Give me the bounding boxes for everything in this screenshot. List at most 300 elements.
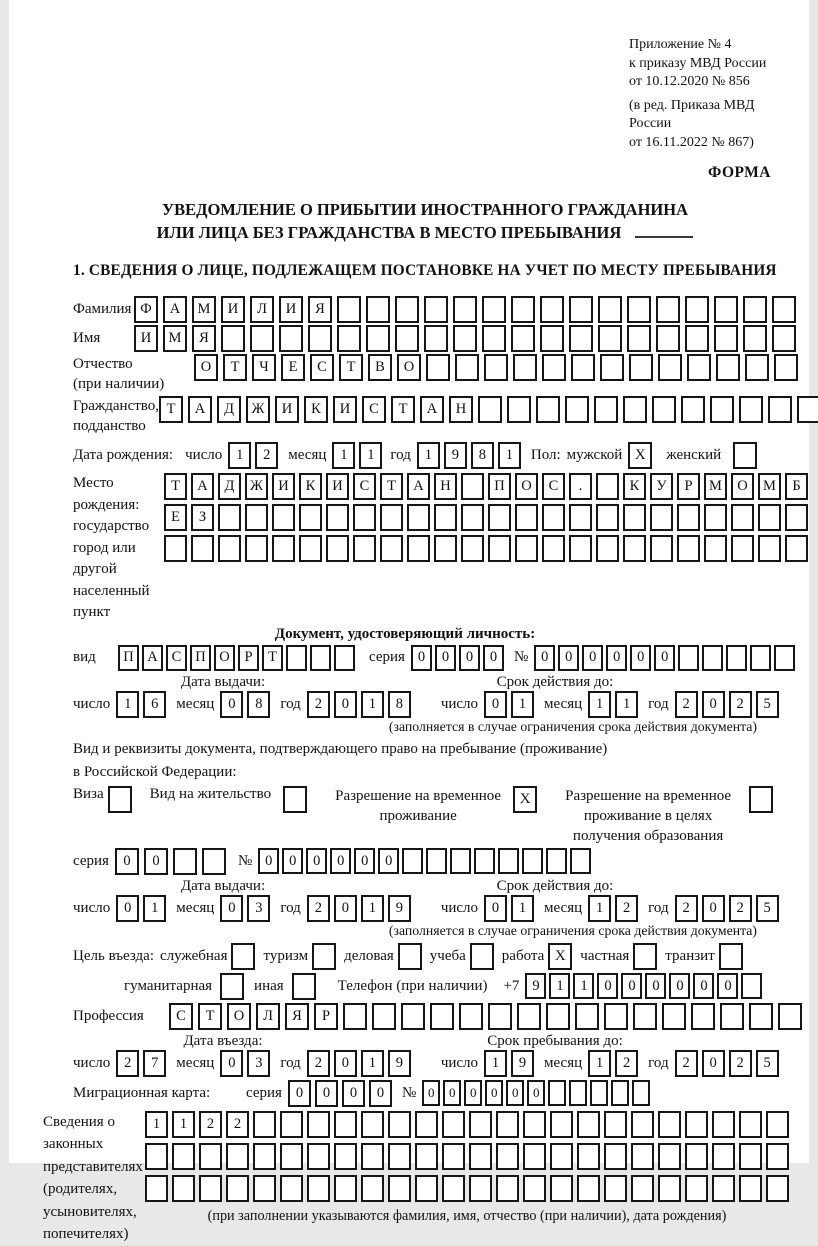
char-box[interactable]: 0 [220,1050,243,1077]
char-box[interactable] [720,1003,744,1030]
char-box[interactable] [542,354,566,381]
char-box[interactable] [402,848,423,874]
char-box[interactable] [797,396,818,423]
char-box[interactable]: Н [434,473,457,500]
char-box[interactable] [758,504,781,531]
char-box[interactable] [677,535,700,562]
char-box[interactable] [515,504,538,531]
char-box[interactable]: 0 [558,645,579,671]
char-box[interactable]: 0 [220,895,243,922]
char-box[interactable]: 1 [172,1111,195,1138]
char-box[interactable] [575,1003,599,1030]
char-box[interactable] [550,1111,573,1138]
char-box[interactable] [226,1175,249,1202]
char-box[interactable] [594,396,618,423]
char-box[interactable]: 0 [630,645,651,671]
purpose-tourism-checkbox[interactable] [312,943,336,970]
char-box[interactable]: К [299,473,322,500]
char-box[interactable] [307,1111,330,1138]
char-box[interactable] [704,504,727,531]
char-box[interactable] [337,325,361,352]
char-box[interactable]: 0 [485,1080,503,1106]
char-box[interactable]: А [420,396,444,423]
char-box[interactable] [604,1003,628,1030]
char-box[interactable]: 0 [422,1080,440,1106]
char-box[interactable] [745,354,769,381]
char-box[interactable] [650,535,673,562]
char-box[interactable]: 0 [464,1080,482,1106]
char-box[interactable]: П [190,645,211,671]
char-box[interactable] [426,848,447,874]
char-box[interactable]: Л [256,1003,280,1030]
char-box[interactable]: К [304,396,328,423]
char-box[interactable] [145,1143,168,1170]
char-box[interactable] [548,1080,566,1106]
char-box[interactable]: 1 [498,442,521,469]
char-box[interactable]: Т [164,473,187,500]
char-box[interactable] [488,535,511,562]
char-box[interactable] [726,645,747,671]
edu-permit-checkbox[interactable] [749,786,773,813]
char-box[interactable]: 0 [702,1050,725,1077]
char-box[interactable]: . [569,473,592,500]
char-box[interactable] [712,1175,735,1202]
char-box[interactable] [569,535,592,562]
char-box[interactable] [424,296,448,323]
char-box[interactable]: 0 [654,645,675,671]
char-box[interactable]: 1 [332,442,355,469]
char-box[interactable]: И [134,325,158,352]
char-box[interactable] [739,1111,762,1138]
char-box[interactable] [685,1175,708,1202]
char-box[interactable] [442,1143,465,1170]
char-box[interactable] [507,396,531,423]
char-box[interactable] [631,1175,654,1202]
char-box[interactable] [488,1003,512,1030]
char-box[interactable]: 2 [226,1111,249,1138]
char-box[interactable] [498,848,519,874]
char-box[interactable]: 0 [717,973,738,999]
char-box[interactable] [678,645,699,671]
char-box[interactable] [461,504,484,531]
char-box[interactable]: Р [677,473,700,500]
char-box[interactable]: А [142,645,163,671]
char-box[interactable] [691,1003,715,1030]
char-box[interactable]: Ф [134,296,158,323]
char-box[interactable] [550,1175,573,1202]
char-box[interactable]: 3 [247,895,270,922]
char-box[interactable]: 0 [334,895,357,922]
char-box[interactable] [536,396,560,423]
char-box[interactable] [280,1111,303,1138]
char-box[interactable] [511,325,535,352]
char-box[interactable]: 2 [675,895,698,922]
char-box[interactable] [523,1111,546,1138]
char-box[interactable] [540,325,564,352]
char-box[interactable] [604,1143,627,1170]
char-box[interactable]: Т [380,473,403,500]
char-box[interactable] [550,1143,573,1170]
char-box[interactable] [633,1003,657,1030]
char-box[interactable]: П [488,473,511,500]
char-box[interactable]: И [272,473,295,500]
char-box[interactable] [199,1175,222,1202]
char-box[interactable]: И [279,296,303,323]
char-box[interactable] [461,473,484,500]
char-box[interactable]: Я [308,296,332,323]
char-box[interactable] [337,296,361,323]
char-box[interactable]: 1 [116,691,139,718]
char-box[interactable]: 0 [606,645,627,671]
char-box[interactable] [766,1175,789,1202]
char-box[interactable]: П [118,645,139,671]
purpose-official-checkbox[interactable] [231,943,255,970]
char-box[interactable] [739,1143,762,1170]
char-box[interactable]: 0 [534,645,555,671]
char-box[interactable] [569,504,592,531]
residence-permit-checkbox[interactable] [283,786,307,813]
char-box[interactable]: О [731,473,754,500]
char-box[interactable] [366,325,390,352]
char-box[interactable]: О [227,1003,251,1030]
char-box[interactable] [768,396,792,423]
char-box[interactable]: 2 [116,1050,139,1077]
char-box[interactable] [173,848,197,875]
char-box[interactable] [199,1143,222,1170]
char-box[interactable]: 0 [597,973,618,999]
char-box[interactable]: 0 [354,848,375,874]
char-box[interactable]: 1 [511,895,534,922]
char-box[interactable] [523,1175,546,1202]
char-box[interactable] [415,1111,438,1138]
char-box[interactable]: 1 [417,442,440,469]
char-box[interactable] [739,1175,762,1202]
char-box[interactable] [442,1175,465,1202]
char-box[interactable]: 9 [444,442,467,469]
char-box[interactable] [515,535,538,562]
char-box[interactable]: 1 [615,691,638,718]
char-box[interactable]: Н [449,396,473,423]
char-box[interactable]: С [166,645,187,671]
char-box[interactable] [658,1143,681,1170]
char-box[interactable] [743,325,767,352]
char-box[interactable]: М [163,325,187,352]
char-box[interactable] [546,848,567,874]
char-box[interactable] [430,1003,454,1030]
char-box[interactable]: 8 [247,691,270,718]
char-box[interactable]: 9 [388,895,411,922]
char-box[interactable]: 0 [443,1080,461,1106]
char-box[interactable]: 8 [471,442,494,469]
char-box[interactable]: М [192,296,216,323]
char-box[interactable] [353,504,376,531]
char-box[interactable]: 2 [307,895,330,922]
char-box[interactable]: С [362,396,386,423]
char-box[interactable] [629,354,653,381]
char-box[interactable] [474,848,495,874]
purpose-humanitarian-checkbox[interactable] [220,973,244,1000]
char-box[interactable] [164,535,187,562]
char-box[interactable]: 5 [756,895,779,922]
char-box[interactable] [326,535,349,562]
char-box[interactable]: М [704,473,727,500]
char-box[interactable]: Б [785,473,808,500]
char-box[interactable] [611,1080,629,1106]
char-box[interactable]: 1 [145,1111,168,1138]
char-box[interactable]: 0 [484,895,507,922]
char-box[interactable]: 9 [511,1050,534,1077]
char-box[interactable] [279,325,303,352]
char-box[interactable] [286,645,307,671]
char-box[interactable] [496,1175,519,1202]
char-box[interactable] [334,1111,357,1138]
char-box[interactable]: 0 [702,691,725,718]
char-box[interactable]: 0 [378,848,399,874]
char-box[interactable] [426,354,450,381]
char-box[interactable] [145,1175,168,1202]
char-box[interactable]: О [397,354,421,381]
char-box[interactable]: 0 [282,848,303,874]
char-box[interactable]: 0 [506,1080,524,1106]
char-box[interactable]: 2 [199,1111,222,1138]
char-box[interactable] [442,1111,465,1138]
char-box[interactable] [596,504,619,531]
visa-checkbox[interactable] [108,786,132,813]
char-box[interactable]: 1 [361,1050,384,1077]
char-box[interactable] [546,1003,570,1030]
char-box[interactable] [326,504,349,531]
char-box[interactable] [172,1175,195,1202]
char-box[interactable] [785,504,808,531]
char-box[interactable] [542,504,565,531]
char-box[interactable]: Е [281,354,305,381]
char-box[interactable] [388,1143,411,1170]
purpose-private-checkbox[interactable] [633,943,657,970]
char-box[interactable]: И [275,396,299,423]
char-box[interactable]: 2 [255,442,278,469]
char-box[interactable] [511,296,535,323]
char-box[interactable]: 1 [361,691,384,718]
char-box[interactable]: 2 [307,1050,330,1077]
char-box[interactable] [631,1143,654,1170]
char-box[interactable] [652,396,676,423]
char-box[interactable] [577,1143,600,1170]
char-box[interactable] [710,396,734,423]
char-box[interactable] [604,1175,627,1202]
char-box[interactable]: 2 [729,1050,752,1077]
char-box[interactable] [632,1080,650,1106]
char-box[interactable]: Л [250,296,274,323]
char-box[interactable]: 2 [729,895,752,922]
char-box[interactable] [380,535,403,562]
char-box[interactable] [766,1143,789,1170]
char-box[interactable]: 0 [115,848,139,875]
char-box[interactable] [361,1175,384,1202]
char-box[interactable] [623,535,646,562]
char-box[interactable] [496,1143,519,1170]
char-box[interactable]: 0 [288,1080,311,1107]
char-box[interactable] [308,325,332,352]
char-box[interactable] [750,645,771,671]
purpose-other-checkbox[interactable] [292,973,316,1000]
char-box[interactable]: 0 [369,1080,392,1107]
char-box[interactable]: 0 [527,1080,545,1106]
char-box[interactable] [523,1143,546,1170]
char-box[interactable]: 0 [645,973,666,999]
char-box[interactable] [658,1175,681,1202]
char-box[interactable] [461,535,484,562]
char-box[interactable]: 5 [756,1050,779,1077]
char-box[interactable] [245,504,268,531]
char-box[interactable] [361,1143,384,1170]
char-box[interactable] [687,354,711,381]
char-box[interactable]: Р [314,1003,338,1030]
char-box[interactable]: Т [223,354,247,381]
char-box[interactable] [749,1003,773,1030]
char-box[interactable] [380,504,403,531]
char-box[interactable] [774,645,795,671]
char-box[interactable] [202,848,226,875]
char-box[interactable] [731,504,754,531]
char-box[interactable]: Т [198,1003,222,1030]
char-box[interactable] [226,1143,249,1170]
char-box[interactable]: 0 [258,848,279,874]
char-box[interactable]: З [191,504,214,531]
char-box[interactable]: 0 [669,973,690,999]
char-box[interactable] [627,325,651,352]
char-box[interactable] [685,325,709,352]
char-box[interactable] [570,848,591,874]
char-box[interactable]: 3 [247,1050,270,1077]
char-box[interactable]: 0 [459,645,480,671]
char-box[interactable] [343,1003,367,1030]
char-box[interactable]: 0 [306,848,327,874]
char-box[interactable] [372,1003,396,1030]
char-box[interactable] [469,1143,492,1170]
char-box[interactable] [677,504,700,531]
char-box[interactable] [455,354,479,381]
char-box[interactable] [712,1111,735,1138]
char-box[interactable]: Т [262,645,283,671]
char-box[interactable] [658,1111,681,1138]
char-box[interactable]: 6 [143,691,166,718]
char-box[interactable]: 2 [307,691,330,718]
char-box[interactable] [253,1111,276,1138]
char-box[interactable] [658,354,682,381]
char-box[interactable] [453,296,477,323]
char-box[interactable] [743,296,767,323]
char-box[interactable]: 0 [484,691,507,718]
char-box[interactable] [366,296,390,323]
char-box[interactable] [250,325,274,352]
char-box[interactable] [604,1111,627,1138]
char-box[interactable]: 2 [675,1050,698,1077]
char-box[interactable]: Т [391,396,415,423]
char-box[interactable] [299,504,322,531]
char-box[interactable] [565,396,589,423]
char-box[interactable]: 5 [756,691,779,718]
char-box[interactable] [453,325,477,352]
char-box[interactable]: 0 [334,691,357,718]
char-box[interactable] [482,296,506,323]
char-box[interactable] [172,1143,195,1170]
char-box[interactable] [772,325,796,352]
char-box[interactable]: 1 [573,973,594,999]
char-box[interactable] [395,296,419,323]
char-box[interactable] [596,535,619,562]
char-box[interactable] [596,473,619,500]
char-box[interactable] [459,1003,483,1030]
char-box[interactable] [522,848,543,874]
char-box[interactable] [712,1143,735,1170]
char-box[interactable] [469,1175,492,1202]
char-box[interactable] [361,1111,384,1138]
char-box[interactable] [334,645,355,671]
char-box[interactable]: 1 [588,895,611,922]
char-box[interactable]: Е [164,504,187,531]
char-box[interactable]: 1 [359,442,382,469]
char-box[interactable] [656,296,680,323]
char-box[interactable]: С [542,473,565,500]
char-box[interactable]: 0 [435,645,456,671]
char-box[interactable] [540,296,564,323]
char-box[interactable]: 1 [588,691,611,718]
char-box[interactable] [253,1175,276,1202]
char-box[interactable] [218,535,241,562]
char-box[interactable]: Ж [245,473,268,500]
char-box[interactable]: 1 [511,691,534,718]
char-box[interactable]: 0 [582,645,603,671]
char-box[interactable] [415,1175,438,1202]
temp-permit-checkbox[interactable]: X [513,786,537,813]
char-box[interactable]: И [333,396,357,423]
char-box[interactable] [334,1143,357,1170]
char-box[interactable]: Ж [246,396,270,423]
char-box[interactable]: 2 [675,691,698,718]
char-box[interactable] [307,1143,330,1170]
char-box[interactable] [191,535,214,562]
char-box[interactable] [388,1175,411,1202]
char-box[interactable]: 1 [228,442,251,469]
char-box[interactable] [650,504,673,531]
char-box[interactable] [774,354,798,381]
char-box[interactable] [662,1003,686,1030]
char-box[interactable]: 7 [143,1050,166,1077]
char-box[interactable]: 0 [315,1080,338,1107]
char-box[interactable]: 0 [702,895,725,922]
char-box[interactable]: И [221,296,245,323]
char-box[interactable]: Т [339,354,363,381]
char-box[interactable]: 0 [330,848,351,874]
char-box[interactable]: 0 [144,848,168,875]
char-box[interactable] [221,325,245,352]
char-box[interactable] [685,296,709,323]
char-box[interactable] [631,1111,654,1138]
char-box[interactable] [569,1080,587,1106]
char-box[interactable] [681,396,705,423]
char-box[interactable] [739,396,763,423]
char-box[interactable] [714,296,738,323]
char-box[interactable]: Я [192,325,216,352]
char-box[interactable]: 9 [388,1050,411,1077]
char-box[interactable]: Д [217,396,241,423]
char-box[interactable]: Д [218,473,241,500]
char-box[interactable]: 8 [388,691,411,718]
char-box[interactable] [469,1111,492,1138]
char-box[interactable] [702,645,723,671]
char-box[interactable] [253,1143,276,1170]
char-box[interactable] [434,504,457,531]
